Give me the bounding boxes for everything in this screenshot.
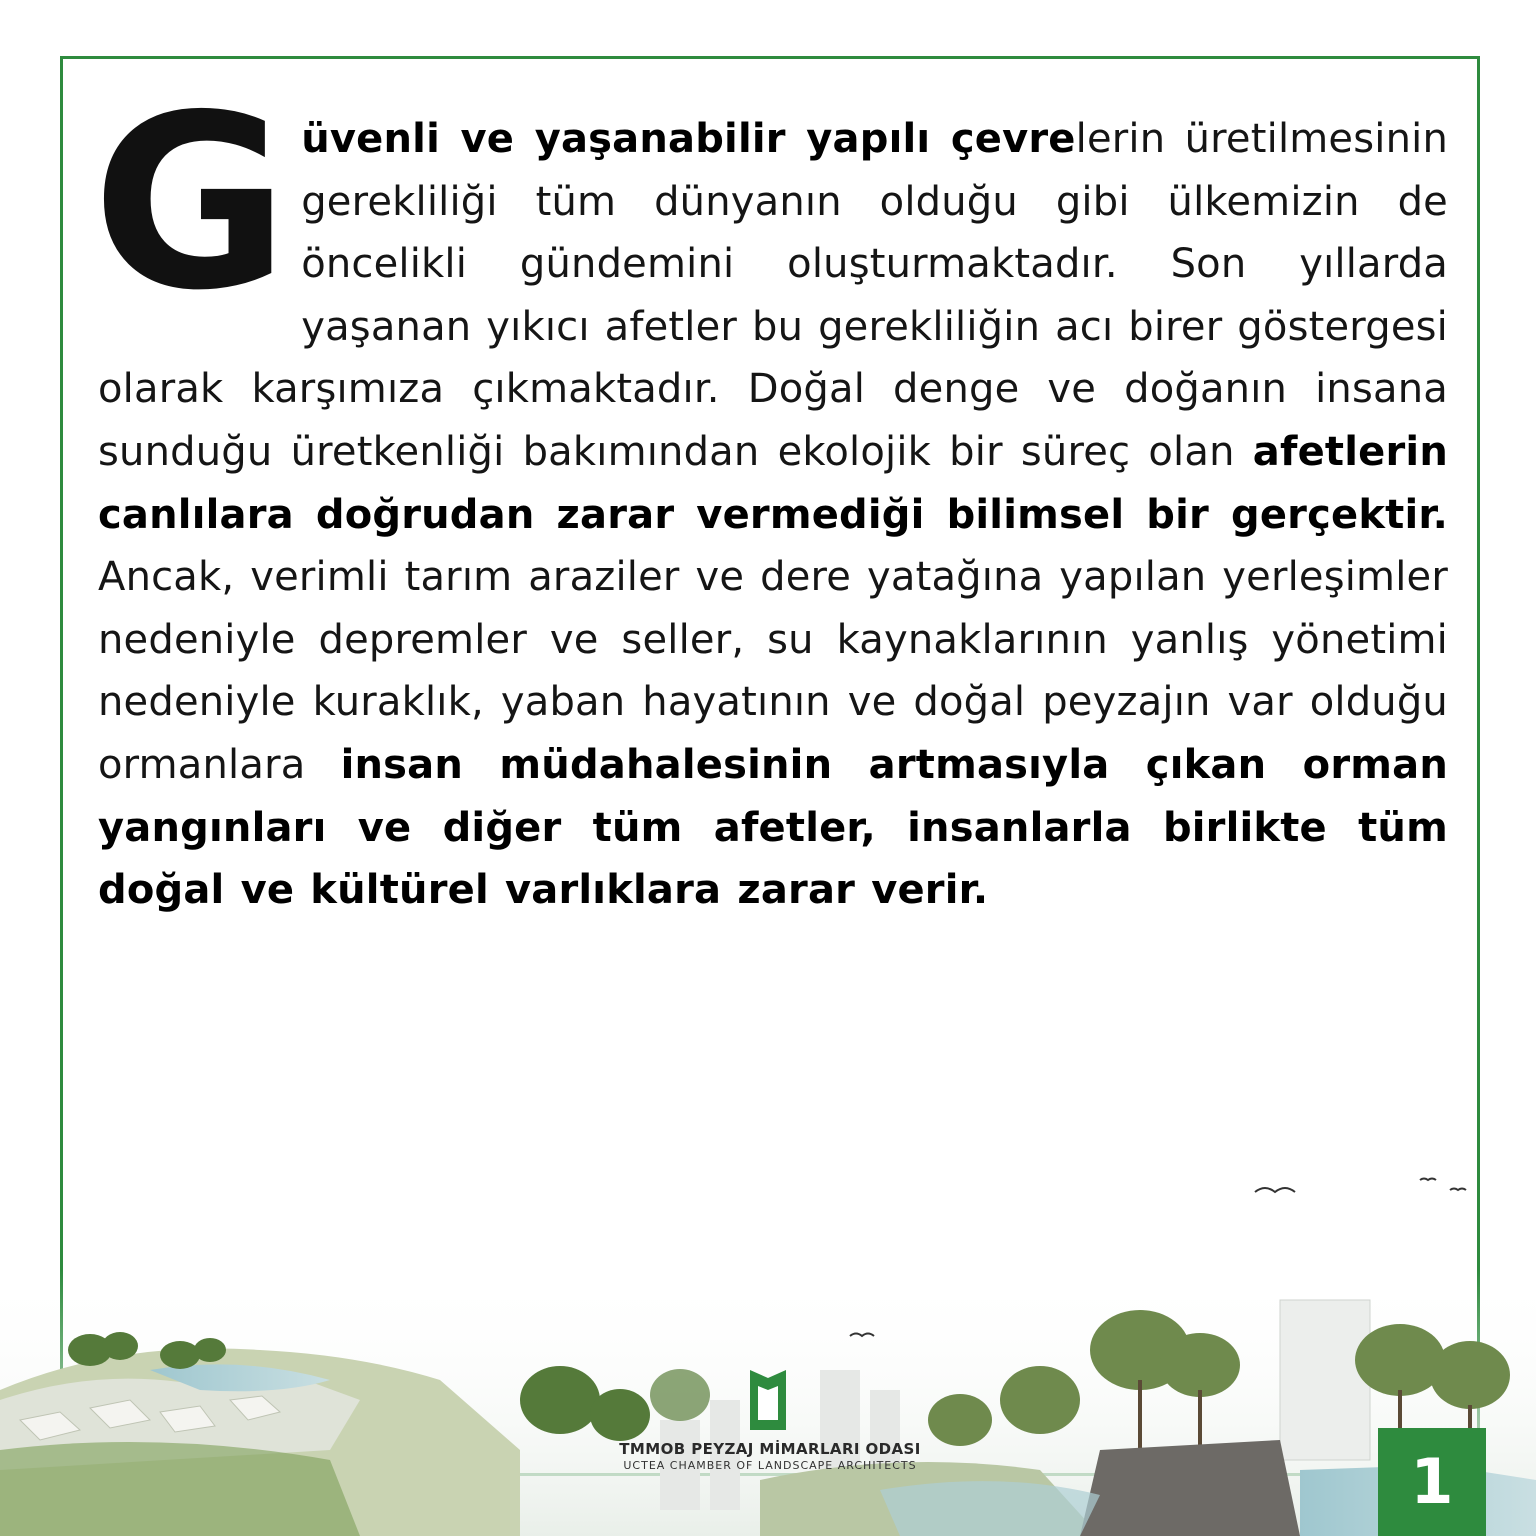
body-paragraph <box>92 63 1449 922</box>
scientific-fact-bold-text: afetlerin canlılara doğrudan zarar vermediği bilimsel bir gerçektir. <box>98 428 1448 538</box>
organization-subtitle: UCTEA CHAMBER OF LANDSCAPE ARCHITECTS <box>623 1459 917 1472</box>
causes-text: Ancak, verimli tarım araziler ve dere yatağına yapılan yerleşimler nedeniyle depremler ve seller, su kaynaklarının yanlış yönetimi nedeniyle kuraklık, yaban hayatının ve doğal peyzajın var olduğu ormanlara <box>98 554 1448 788</box>
page-number-badge: 1 <box>1378 1428 1486 1536</box>
organization-name: TMMOB PEYZAJ MİMARLARI ODASI <box>619 1440 921 1458</box>
drop-cap-letter: G <box>92 63 290 343</box>
tmmob-logo-icon <box>748 1368 788 1432</box>
landscape-collage-illustration <box>0 1150 1536 1536</box>
intro-bold-text: üvenli ve yaşanabilir yapılı çevre <box>301 116 1076 162</box>
intro-text: lerin üretilmesinin gerekliliği tüm dünyanın olduğu gibi ülkemizin de öncelikli gündemini oluşturmaktadır. Son yıllarda yaşanan yıkıcı afetler bu gerekliliğin acı birer göstergesi olarak karşımıza çıkmaktadır. Doğal denge ve doğanın insana sunduğu üretkenliği bakımından ekolojik bir süreç olan <box>98 116 1448 475</box>
conclusion-bold-text: insan müdahalesinin artmasıyla çıkan orman yangınları ve diğer tüm afetler, insanlarla birlikte tüm doğal ve kültürel varlıklara zarar verir. <box>98 741 1449 914</box>
